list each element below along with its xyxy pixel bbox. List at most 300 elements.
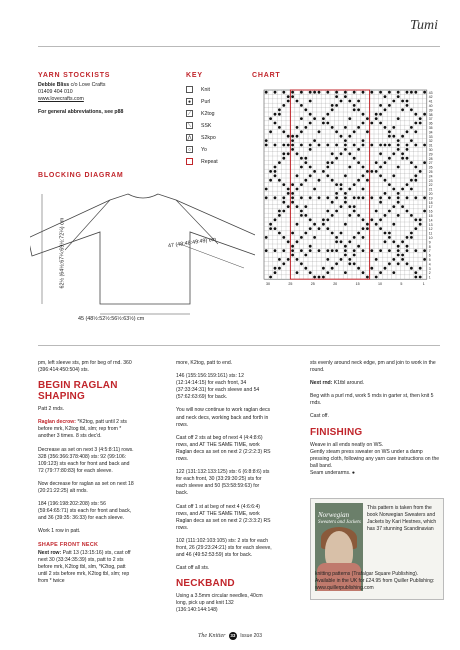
supplier-phone: 01409 404 010 xyxy=(38,89,73,95)
header-rule xyxy=(38,46,440,47)
chart-row-label: 6 xyxy=(428,253,431,258)
chart-col-label: 25 xyxy=(288,282,293,287)
purl-stitch xyxy=(322,223,325,226)
purl-stitch xyxy=(309,249,312,252)
purl-stitch xyxy=(274,91,277,94)
purl-stitch xyxy=(335,262,338,265)
purl-stitch xyxy=(357,108,360,111)
purl-stitch xyxy=(397,117,400,120)
purl-stitch xyxy=(322,117,325,120)
purl-stitch xyxy=(300,262,303,265)
purl-stitch xyxy=(375,170,378,173)
chart-row-label: 37 xyxy=(428,117,433,122)
purl-stitch xyxy=(309,227,312,230)
purl-stitch xyxy=(291,183,294,186)
purl-stitch xyxy=(309,166,312,169)
purl-stitch xyxy=(313,139,316,142)
purl-stitch xyxy=(304,205,307,208)
col2-p1: more, K2tog, patt to end. xyxy=(176,360,233,366)
purl-stitch xyxy=(370,218,373,221)
purl-stitch xyxy=(282,249,285,252)
purl-stitch xyxy=(291,245,294,248)
col1-p1: Patt 2 rnds. xyxy=(38,406,65,413)
purl-stitch xyxy=(362,188,365,191)
purl-stitch xyxy=(357,267,360,270)
purl-stitch xyxy=(326,161,329,164)
purl-stitch xyxy=(300,249,303,252)
purl-stitch xyxy=(362,271,365,274)
purl-stitch xyxy=(388,210,391,213)
purl-stitch xyxy=(414,249,417,252)
purl-stitch xyxy=(335,95,338,98)
purl-stitch xyxy=(300,236,303,239)
purl-stitch xyxy=(309,144,312,147)
purl-stitch xyxy=(326,113,329,116)
purl-stitch xyxy=(362,196,365,199)
purl-stitch xyxy=(304,126,307,129)
purl-stitch xyxy=(335,91,338,94)
purl-stitch xyxy=(406,91,409,94)
chart-col-label: 20 xyxy=(333,282,338,287)
key-item xyxy=(186,158,218,165)
purl-stitch xyxy=(375,113,378,116)
purl-stitch xyxy=(388,262,391,265)
purl-stitch xyxy=(287,258,290,261)
purl-stitch xyxy=(397,262,400,265)
yarn-stockists-block xyxy=(38,82,168,116)
purl-stitch xyxy=(388,196,391,199)
purl-stitch xyxy=(344,174,347,177)
purl-stitch xyxy=(384,232,387,235)
purl-stitch xyxy=(313,188,316,191)
purl-stitch xyxy=(414,174,417,177)
purl-stitch xyxy=(265,236,268,239)
key-legend xyxy=(186,86,256,186)
column-1 xyxy=(38,360,134,591)
chart-row-label: 18 xyxy=(428,200,433,205)
circle-icon: ○ xyxy=(187,147,192,153)
col1-p7 xyxy=(38,550,134,585)
purl-stitch xyxy=(392,100,395,103)
purl-stitch xyxy=(384,179,387,182)
purl-stitch xyxy=(287,205,290,208)
purl-stitch xyxy=(326,227,329,230)
col2-p4: Cast off 2 sts at beg of next 4 (4:4:8:6) rows, and AT THE SAME TIME, work Raglan decs as set on next 2 (2:2:2:3) RS rows. xyxy=(176,434,271,463)
purl-stitch xyxy=(353,183,356,186)
purl-stitch xyxy=(388,135,391,138)
purl-stitch xyxy=(278,161,281,164)
purl-stitch xyxy=(348,205,351,208)
chart-row-label: 12 xyxy=(428,227,433,232)
purl-stitch xyxy=(291,232,294,235)
chart-row-label: 36 xyxy=(428,121,433,126)
purl-stitch xyxy=(366,223,369,226)
purl-stitch xyxy=(340,188,343,191)
key-heading: KEY xyxy=(186,72,203,79)
purl-stitch xyxy=(265,196,268,199)
chart-col-label: 10 xyxy=(378,282,382,287)
purl-stitch xyxy=(309,245,312,248)
purl-stitch xyxy=(384,240,387,243)
purl-stitch xyxy=(410,267,413,270)
purl-stitch xyxy=(296,152,299,155)
purl-stitch xyxy=(274,174,277,177)
book-cover-title: Norwegian xyxy=(318,511,350,519)
purl-stitch xyxy=(348,258,351,261)
purl-stitch xyxy=(397,148,400,151)
purl-stitch xyxy=(335,183,338,186)
purl-stitch xyxy=(388,91,391,94)
col3-p3: Beg with a purl rnd, work 5 rnds in garter st, then knit 5 rnds. xyxy=(310,393,434,407)
purl-stitch xyxy=(335,210,338,213)
purl-stitch xyxy=(300,210,303,213)
purl-stitch xyxy=(370,249,373,252)
purl-stitch xyxy=(344,91,347,94)
col1-intro: pm, left sleeve sts, pm for beg of rnd. 360 (396:414:450:504) sts. xyxy=(38,360,132,374)
column-3 xyxy=(310,360,440,483)
purl-stitch xyxy=(357,179,360,182)
purl-stitch xyxy=(366,276,369,279)
col1-p2 xyxy=(38,419,134,440)
purl-stitch xyxy=(291,148,294,151)
purl-stitch xyxy=(313,223,316,226)
purl-stitch xyxy=(340,183,343,186)
key-item-label: Yo xyxy=(201,146,207,153)
purl-stitch xyxy=(423,161,426,164)
supplier-web-link[interactable]: www.lovecrafts.com xyxy=(38,96,84,102)
purl-stitch xyxy=(318,249,321,252)
purl-stitch xyxy=(274,170,277,173)
purl-stitch xyxy=(344,254,347,257)
purl-stitch xyxy=(379,113,382,116)
purl-stitch xyxy=(331,179,334,182)
blocking-heading: BLOCKING DIAGRAM xyxy=(38,172,124,179)
key-item-label: S2kpo xyxy=(201,134,216,141)
purl-stitch xyxy=(388,236,391,239)
purl-stitch xyxy=(392,258,395,261)
purl-stitch xyxy=(362,122,365,125)
purl-stitch xyxy=(353,254,356,257)
col1-p5: 184 (196:198:202:208) sts: 56 (59:64:65:71) sts each for front and back, and 36 (39:35: 36:33) for each sleeve. xyxy=(38,501,132,522)
purl-stitch xyxy=(362,236,365,239)
purl-stitch xyxy=(265,249,268,252)
purl-stitch xyxy=(370,267,373,270)
chart-row-label: 16 xyxy=(428,209,433,214)
chart-col-label: 25 xyxy=(310,282,315,287)
purl-stitch xyxy=(274,267,277,270)
purl-stitch xyxy=(379,152,382,155)
purl-stitch xyxy=(344,95,347,98)
next-row-text: Patt 13 (13:15:16) sts, cast off next 30 (33:34:35:39) sts, patt to 2 sts before mrk, K2tog tbl, slm, *K2tog, patt until 2 sts before mrk, K2tog tbl, slm; rep from * twice xyxy=(38,549,131,584)
purl-stitch xyxy=(357,161,360,164)
purl-stitch xyxy=(300,183,303,186)
purl-stitch xyxy=(410,214,413,217)
purl-stitch xyxy=(388,144,391,147)
purl-stitch xyxy=(309,100,312,103)
purl-stitch xyxy=(406,196,409,199)
chart-row-label: 3 xyxy=(428,266,431,271)
purl-stitch xyxy=(326,218,329,221)
purl-stitch xyxy=(362,166,365,169)
purl-stitch xyxy=(274,166,277,169)
chart-heading: CHART xyxy=(252,72,281,79)
purl-stitch xyxy=(278,214,281,217)
left-slant-icon: ⟍ xyxy=(187,123,192,129)
key-item-label: Purl xyxy=(201,98,211,105)
purl-stitch xyxy=(423,210,426,213)
chart-row-label: 24 xyxy=(428,174,433,179)
purl-stitch xyxy=(274,122,277,125)
purl-stitch xyxy=(296,240,299,243)
purl-stitch xyxy=(335,236,338,239)
purl-stitch xyxy=(331,161,334,164)
purl-stitch xyxy=(366,130,369,133)
purl-stitch xyxy=(304,254,307,257)
purl-stitch xyxy=(265,139,268,142)
purl-stitch xyxy=(344,249,347,252)
supplier-line xyxy=(38,82,168,89)
purl-stitch xyxy=(331,249,334,252)
purl-stitch xyxy=(340,135,343,138)
chart-row-label: 40 xyxy=(428,104,433,108)
footer-issue: Issue 203 xyxy=(240,633,262,639)
purl-stitch xyxy=(296,258,299,261)
purl-stitch xyxy=(309,271,312,274)
col1-p3: Decrease as set on next 3 (4:5:8:11) rows. 328 (356:366:378:408) sts: 92 (99:106: 109:123) sts each for front and back and 72 (79:77:80:83) for each sleeve. xyxy=(38,446,134,474)
purl-stitch xyxy=(287,135,290,138)
purl-stitch xyxy=(318,130,321,133)
chart-row-label: 38 xyxy=(428,112,433,117)
purl-stitch xyxy=(353,210,356,213)
purl-stitch xyxy=(304,161,307,164)
purl-stitch xyxy=(379,174,382,177)
purl-stitch xyxy=(340,240,343,243)
purl-stitch xyxy=(331,201,334,204)
col2-p6: Cast off 1 st at beg of next 4 (4:6:6:4) rows, and AT THE SAME TIME, work Raglan decs as set on next 2 (2:3:3:2) RS rows. xyxy=(176,503,271,531)
promo-text-2: knitting patterns (Trafalgar Square Publishing). Available in the UK for £24.95 from Quiller Publishing: www.quillerpublishing.com xyxy=(315,571,435,591)
purl-stitch xyxy=(375,258,378,261)
chart-col-label: 15 xyxy=(355,282,360,287)
purl-stitch xyxy=(278,108,281,111)
caret-icon: ⋀ xyxy=(187,135,192,141)
purl-stitch xyxy=(348,240,351,243)
purl-stitch xyxy=(344,271,347,274)
raglan-decrow-label: Raglan decrow: xyxy=(38,419,76,426)
chart-row-label: 43 xyxy=(428,90,433,95)
purl-stitch xyxy=(326,249,329,252)
purl-stitch xyxy=(282,91,285,94)
purl-stitch xyxy=(362,139,365,142)
purl-stitch xyxy=(423,144,426,147)
purl-stitch xyxy=(309,218,312,221)
chart-row-label: 34 xyxy=(428,130,433,135)
chart-row-label: 31 xyxy=(428,143,433,148)
purl-stitch xyxy=(331,232,334,235)
purl-stitch xyxy=(335,192,338,195)
purl-stitch xyxy=(344,245,347,248)
purl-stitch xyxy=(335,144,338,147)
purl-stitch xyxy=(344,126,347,129)
purl-stitch xyxy=(414,271,417,274)
col3-p7: Seam underarms. ● xyxy=(310,469,355,476)
abbrev-note: For general abbreviations, see p88 xyxy=(38,109,124,115)
purl-stitch xyxy=(414,122,417,125)
next-row-label: Next row: xyxy=(38,549,62,556)
purl-stitch xyxy=(379,227,382,230)
purl-stitch xyxy=(370,170,373,173)
purl-stitch xyxy=(419,117,422,120)
purl-stitch xyxy=(379,196,382,199)
purl-stitch xyxy=(304,108,307,111)
purl-stitch xyxy=(300,117,303,120)
book-cover-subtitle: Sweaters and Jackets xyxy=(318,520,361,525)
col2-p8: Cast off all sts. xyxy=(176,565,210,572)
purl-stitch xyxy=(353,262,356,265)
purl-stitch xyxy=(309,196,312,199)
col1-p6: Work 1 row in patt. xyxy=(38,528,81,535)
purl-stitch xyxy=(423,113,426,116)
purl-stitch xyxy=(397,196,400,199)
chart-row-label: 4 xyxy=(428,262,431,267)
purl-stitch xyxy=(397,249,400,252)
purl-stitch xyxy=(397,144,400,147)
purl-stitch xyxy=(410,91,413,94)
purl-stitch xyxy=(357,100,360,103)
chart-row-label: 15 xyxy=(428,214,433,218)
purl-stitch xyxy=(331,267,334,270)
supplier-rest: c/o Love Crafts xyxy=(69,82,106,88)
purl-stitch xyxy=(366,170,369,173)
purl-stitch xyxy=(313,91,316,94)
purl-stitch xyxy=(414,113,417,116)
purl-stitch xyxy=(265,91,268,94)
purl-stitch xyxy=(318,91,321,94)
purl-stitch xyxy=(362,144,365,147)
purl-stitch xyxy=(300,91,303,94)
purl-stitch xyxy=(269,227,272,230)
purl-stitch xyxy=(362,174,365,177)
purl-stitch xyxy=(406,210,409,213)
chart-row-label: 26 xyxy=(428,165,433,170)
key-item-label: Knit xyxy=(201,86,210,93)
purl-stitch xyxy=(388,249,391,252)
purl-stitch xyxy=(401,205,404,208)
key-item xyxy=(186,86,210,93)
chart-row-label: 32 xyxy=(428,139,433,144)
purl-stitch xyxy=(392,135,395,138)
col2-p3: You will now continue to work raglan decs and neck decs, working back and forth in rows. xyxy=(176,407,271,428)
purl-stitch xyxy=(401,108,404,111)
purl-stitch xyxy=(419,276,422,279)
purl-stitch xyxy=(384,95,387,98)
purl-stitch xyxy=(379,271,382,274)
purl-stitch xyxy=(388,104,391,107)
purl-stitch xyxy=(379,104,382,107)
purl-stitch xyxy=(282,152,285,155)
purl-stitch xyxy=(357,126,360,129)
purl-stitch xyxy=(353,249,356,252)
blocking-bottom-measure: 45 (48½:52½:56½:63½) cm xyxy=(78,316,145,322)
next-rnd-text: K1tbl around. xyxy=(332,380,365,387)
purl-stitch xyxy=(379,144,382,147)
purl-stitch xyxy=(397,201,400,204)
purl-stitch xyxy=(282,201,285,204)
purl-stitch xyxy=(397,139,400,142)
chart-row-label: 20 xyxy=(428,192,433,196)
purl-stitch xyxy=(326,166,329,169)
purl-stitch xyxy=(300,130,303,133)
col3-p2 xyxy=(310,380,440,387)
purl-stitch xyxy=(366,227,369,230)
purl-stitch xyxy=(278,113,281,116)
purl-stitch xyxy=(410,179,413,182)
key-item xyxy=(186,134,216,141)
purl-stitch xyxy=(313,170,316,173)
book-promo-box xyxy=(310,498,444,600)
footer-page-number: 33 xyxy=(230,633,236,638)
purl-stitch xyxy=(397,95,400,98)
purl-stitch xyxy=(309,113,312,116)
purl-stitch xyxy=(291,192,294,195)
purl-stitch xyxy=(322,267,325,270)
purl-stitch xyxy=(340,152,343,155)
purl-stitch xyxy=(423,196,426,199)
purl-stitch xyxy=(322,276,325,279)
purl-stitch xyxy=(269,223,272,226)
purl-stitch xyxy=(419,267,422,270)
purl-stitch xyxy=(348,188,351,191)
purl-stitch xyxy=(304,179,307,182)
chart-col-label: 30 xyxy=(266,282,270,287)
dot-icon: ● xyxy=(187,99,192,105)
chart-row-label: 27 xyxy=(428,161,433,166)
purl-stitch xyxy=(401,135,404,138)
purl-stitch xyxy=(419,170,422,173)
purl-stitch xyxy=(397,91,400,94)
purl-stitch xyxy=(274,113,277,116)
purl-stitch xyxy=(331,108,334,111)
purl-stitch xyxy=(344,196,347,199)
purl-stitch xyxy=(423,258,426,261)
purl-stitch xyxy=(353,91,356,94)
chart-row-label: 5 xyxy=(428,258,431,262)
purl-stitch xyxy=(340,205,343,208)
knitting-chart xyxy=(260,86,446,302)
purl-stitch xyxy=(384,161,387,164)
raglan-heading: BEGIN RAGLAN SHAPING xyxy=(38,380,118,403)
blocking-sleeve-measure: 47 (48:48:49:49) cm xyxy=(167,236,217,250)
purl-stitch xyxy=(274,196,277,199)
purl-stitch xyxy=(313,117,316,120)
purl-stitch xyxy=(344,139,347,142)
purl-stitch xyxy=(397,254,400,257)
chart-row-label: 30 xyxy=(428,148,433,152)
chart-col-label: 5 xyxy=(400,282,403,287)
purl-stitch xyxy=(291,95,294,98)
purl-stitch xyxy=(300,166,303,169)
purl-stitch xyxy=(353,157,356,160)
purl-stitch xyxy=(401,100,404,103)
purl-stitch xyxy=(384,267,387,270)
purl-stitch xyxy=(379,201,382,204)
purl-stitch xyxy=(322,122,325,125)
purl-stitch xyxy=(340,232,343,235)
purl-stitch xyxy=(340,100,343,103)
purl-stitch xyxy=(410,161,413,164)
chart-row-label: 29 xyxy=(428,152,433,157)
purl-stitch xyxy=(366,179,369,182)
purl-stitch xyxy=(340,258,343,261)
